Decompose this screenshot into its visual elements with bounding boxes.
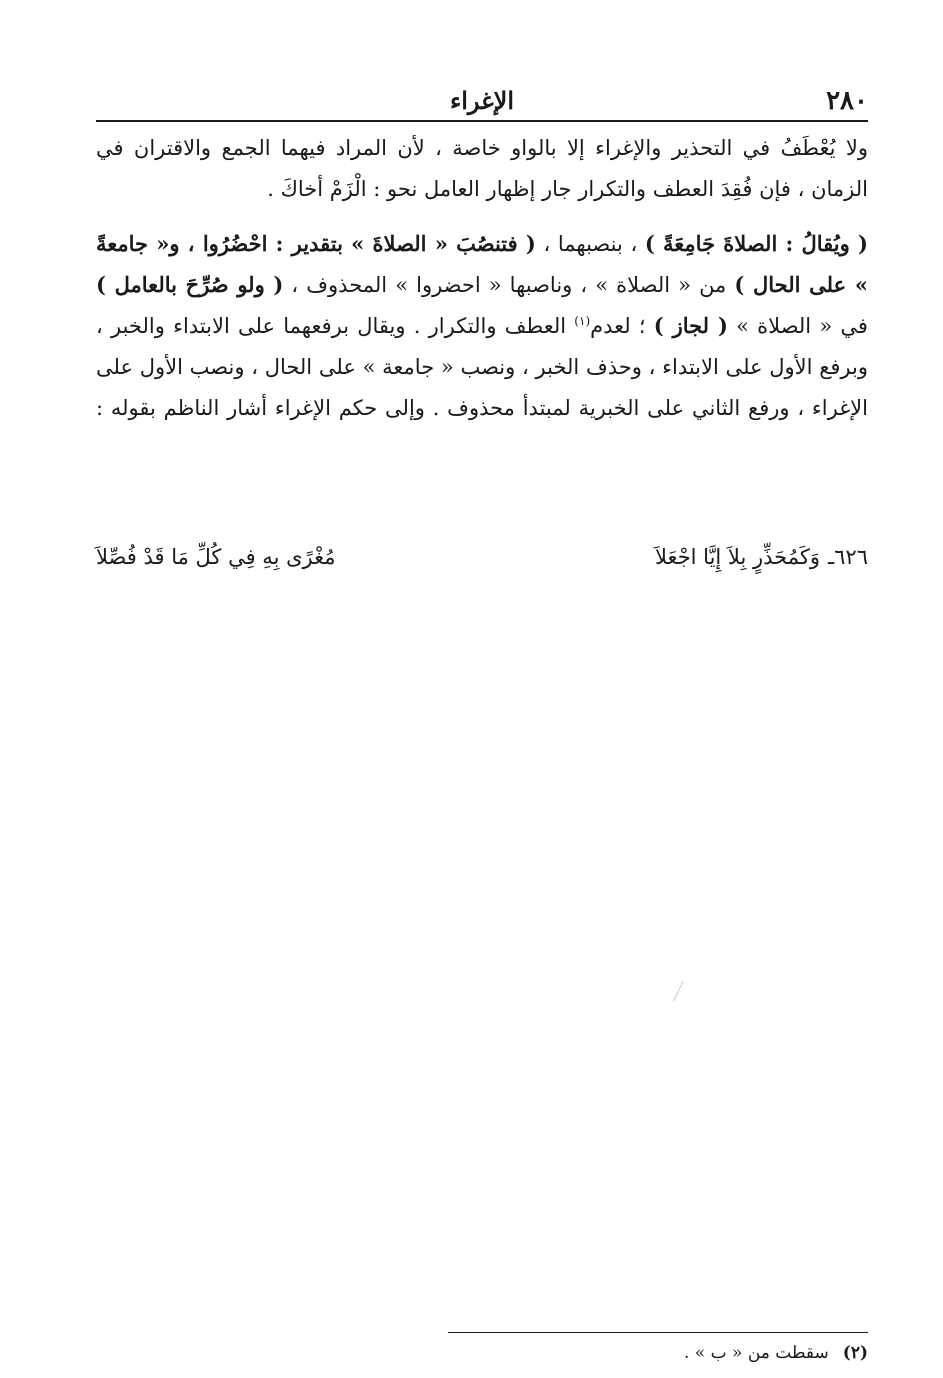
footnote-marker: (٢) — [842, 1343, 868, 1363]
page-header — [96, 80, 868, 120]
bold-phrase: ( لجاز ) — [653, 312, 728, 338]
paragraph-2 — [96, 224, 868, 429]
footnote-rule — [448, 1332, 868, 1333]
running-title: الإغراء — [449, 86, 515, 115]
text-run: في « الصلاة » — [727, 313, 868, 338]
verse-line — [96, 545, 868, 569]
bold-phrase: ( ولو صُرِّحَ بالعامل ) — [96, 271, 284, 297]
footnote — [684, 1343, 868, 1363]
stray-mark — [673, 981, 683, 1001]
bold-phrase: ( فتنصُبَ « الصلاةَ » بتقدير : احْضُرُوا ، و« جامعةً » على الحال ) — [96, 230, 868, 297]
verse-number: ٦٢٦ـ — [828, 545, 868, 569]
text-run: العطف والتكرار . ويقال برفعهما على الابتداء والخبر ، وبرفع الأول على الابتداء ، وحذف الخبر ، ونصب « جامعة » على الحال ، ونصب الأول على الإغراء ، ورفع الثاني على الخبرية لمبتدأ محذوف . وإلى حكم الإغراء أشار الناظم بقوله : — [96, 313, 868, 420]
text-run: من « الصلاة » ، وناصبها « احضروا » المحذوف ، — [283, 272, 735, 297]
main-text — [96, 128, 868, 443]
header-rule — [96, 120, 868, 122]
page-number: ٢٨٠ — [826, 86, 868, 116]
verse-second-hemistich: مُغْرًى بِهِ فِي كُلِّ مَا قَدْ فُصِّلاَ — [96, 545, 336, 569]
text-run: ؛ لعدم — [590, 313, 654, 338]
text-run: ، بنصبهما ، — [535, 231, 645, 256]
footnote-text: سقطت من « ب » . — [684, 1343, 829, 1363]
verse-first-hemistich: وَكَمُحَذِّرٍ بِلاَ إِيَّا اجْعَلاَ — [655, 545, 820, 569]
paragraph-1: ولا يُعْطَفُ في التحذير والإغراء إلا بالواو خاصة ، لأن المراد فيهما الجمع والاقتران في الزمان ، فإن فُقِدَ العطف والتكرار جار إظهار العامل نحو : الْزَمْ أخاكَ . — [96, 136, 868, 201]
footnote-reference: (١) — [574, 313, 591, 328]
bold-phrase: ( ويُقالُ : الصلاةَ جَامِعَةً ) — [644, 230, 868, 256]
verse-first-part — [655, 545, 868, 569]
